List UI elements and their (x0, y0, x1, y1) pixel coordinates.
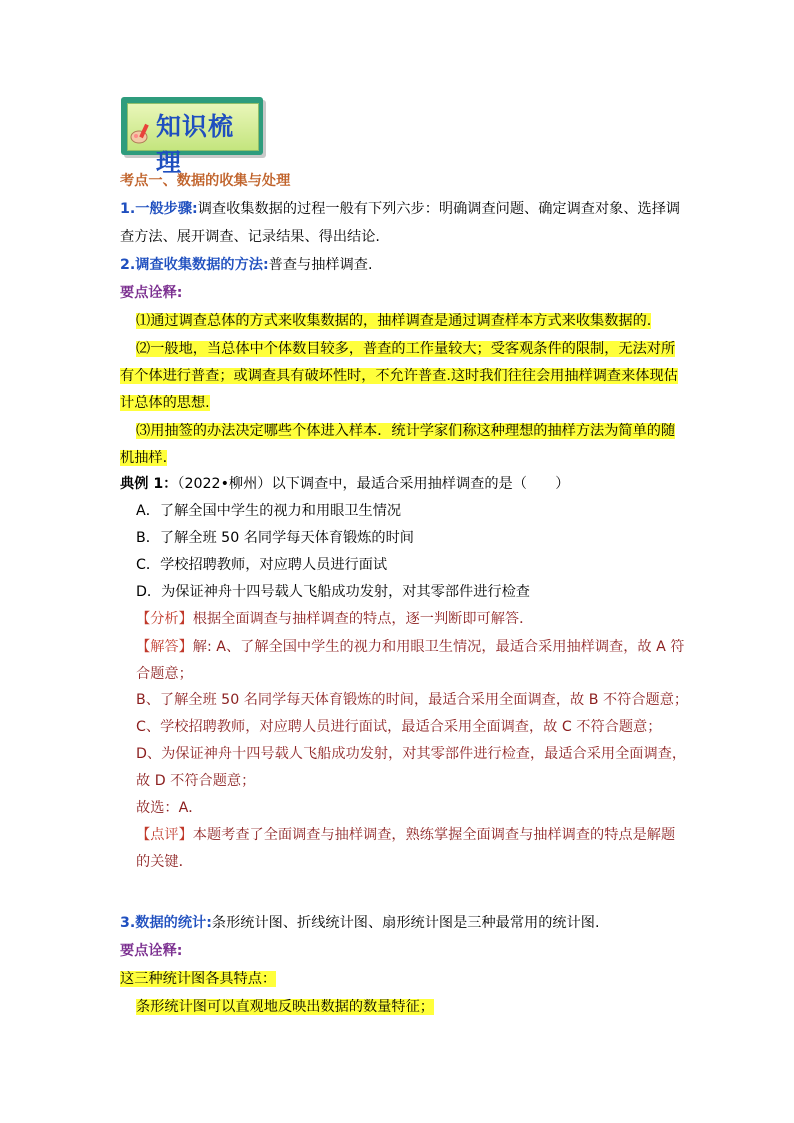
answer-d-line-2: 故 D 不符合题意； (136, 773, 256, 789)
option-a: A．了解全国中学生的视力和用眼卫生情况 (136, 503, 402, 519)
notes-title-1: 要点诠释: (120, 285, 183, 301)
section-badge (121, 97, 263, 177)
notes-title-2: 要点诠释: (120, 943, 183, 959)
notes-2-line-1: 这三种统计图各具特点： (120, 971, 277, 987)
section-title: 考点一、数据的收集与处理 (120, 173, 291, 189)
p3-text: 条形统计图、折线统计图、扇形统计图是三种最常用的统计图. (211, 915, 600, 931)
note-2-line-1: ⑵一般地，当总体中个体数目较多，普查的工作量较大；受客观条件的限制，无法对所 (136, 341, 676, 357)
analysis: 【分析】根据全面调查与抽样调查的特点，逐一判断即可解答． (136, 611, 534, 627)
note-3-line-1: ⑶用抽签的办法决定哪些个体进入样本．统计学家们称这种理想的抽样方法为简单的随 (136, 423, 676, 439)
paragraph-2 (120, 256, 372, 275)
example-label: 典例 1： (120, 476, 178, 492)
p2-label: 2.调查收集数据的方法: (120, 257, 269, 273)
answer-a-line-2: 合题意； (136, 666, 193, 682)
pencil-hand-icon (130, 122, 152, 146)
note-1: ⑴通过调查总体的方式来收集数据的，抽样调查是通过调查样本方式来收集数据的. (136, 313, 652, 329)
note-3-line-2: 机抽样. (120, 450, 168, 466)
badge-inner (127, 103, 259, 177)
paragraph-1-line-1 (120, 200, 680, 219)
paragraph-3 (120, 914, 599, 933)
option-b: B．了解全班 50 名同学每天体育锻炼的时间 (136, 530, 414, 546)
answer-a-line-1: 【解答】解: A、了解全国中学生的视力和用眼卫生情况，最适合采用抽样调查，故 A 符 (136, 639, 685, 655)
comment-line-2: 的关键． (136, 854, 193, 870)
p1-text-1: 调查收集数据的过程一般有下列六步：明确调查问题、确定调查对象、选择调 (197, 201, 681, 217)
p3-label: 3.数据的统计: (120, 915, 212, 931)
answer-d-line-1: D、为保证神舟十四号载人飞船成功发射，对其零部件进行检查，最适合采用全面调查， (136, 746, 687, 762)
example-question: 典例 1：（2022•柳州）以下调查中，最适合采用抽样调查的是（ ） (120, 476, 570, 492)
note-2-line-3: 计总体的思想. (120, 395, 210, 411)
p1-label: 1.一般步骤: (120, 201, 198, 217)
p2-text: 普查与抽样调查. (268, 257, 373, 273)
answer-c: C、学校招聘教师，对应聘人员进行面试，最适合采用全面调查，故 C 不符合题意； (136, 719, 662, 735)
badge-title: 知识梳理 (156, 112, 235, 177)
notes-2-line-2: 条形统计图可以直观地反映出数据的数量特征； (136, 999, 434, 1015)
comment-line-1: 【点评】本题考查了全面调查与抽样调查，熟练掌握全面调查与抽样调查的特点是解题 (136, 827, 676, 843)
option-d: D．为保证神舟十四号载人飞船成功发射，对其零部件进行检查 (136, 584, 530, 600)
p1-text-2: 查方法、展开调查、记录结果、得出结论. (120, 229, 380, 245)
answer-choice: 故选：A． (136, 800, 203, 816)
note-2-line-2: 有个体进行普查；或调查具有破坏性时，不允许普查.这时我们往往会用抽样调查来体现估 (120, 368, 678, 384)
answer-b: B、了解全班 50 名同学每天体育锻炼的时间，最适合采用全面调查，故 B 不符合题意； (136, 692, 689, 708)
option-c: C．学校招聘教师，对应聘人员进行面试 (136, 557, 388, 573)
